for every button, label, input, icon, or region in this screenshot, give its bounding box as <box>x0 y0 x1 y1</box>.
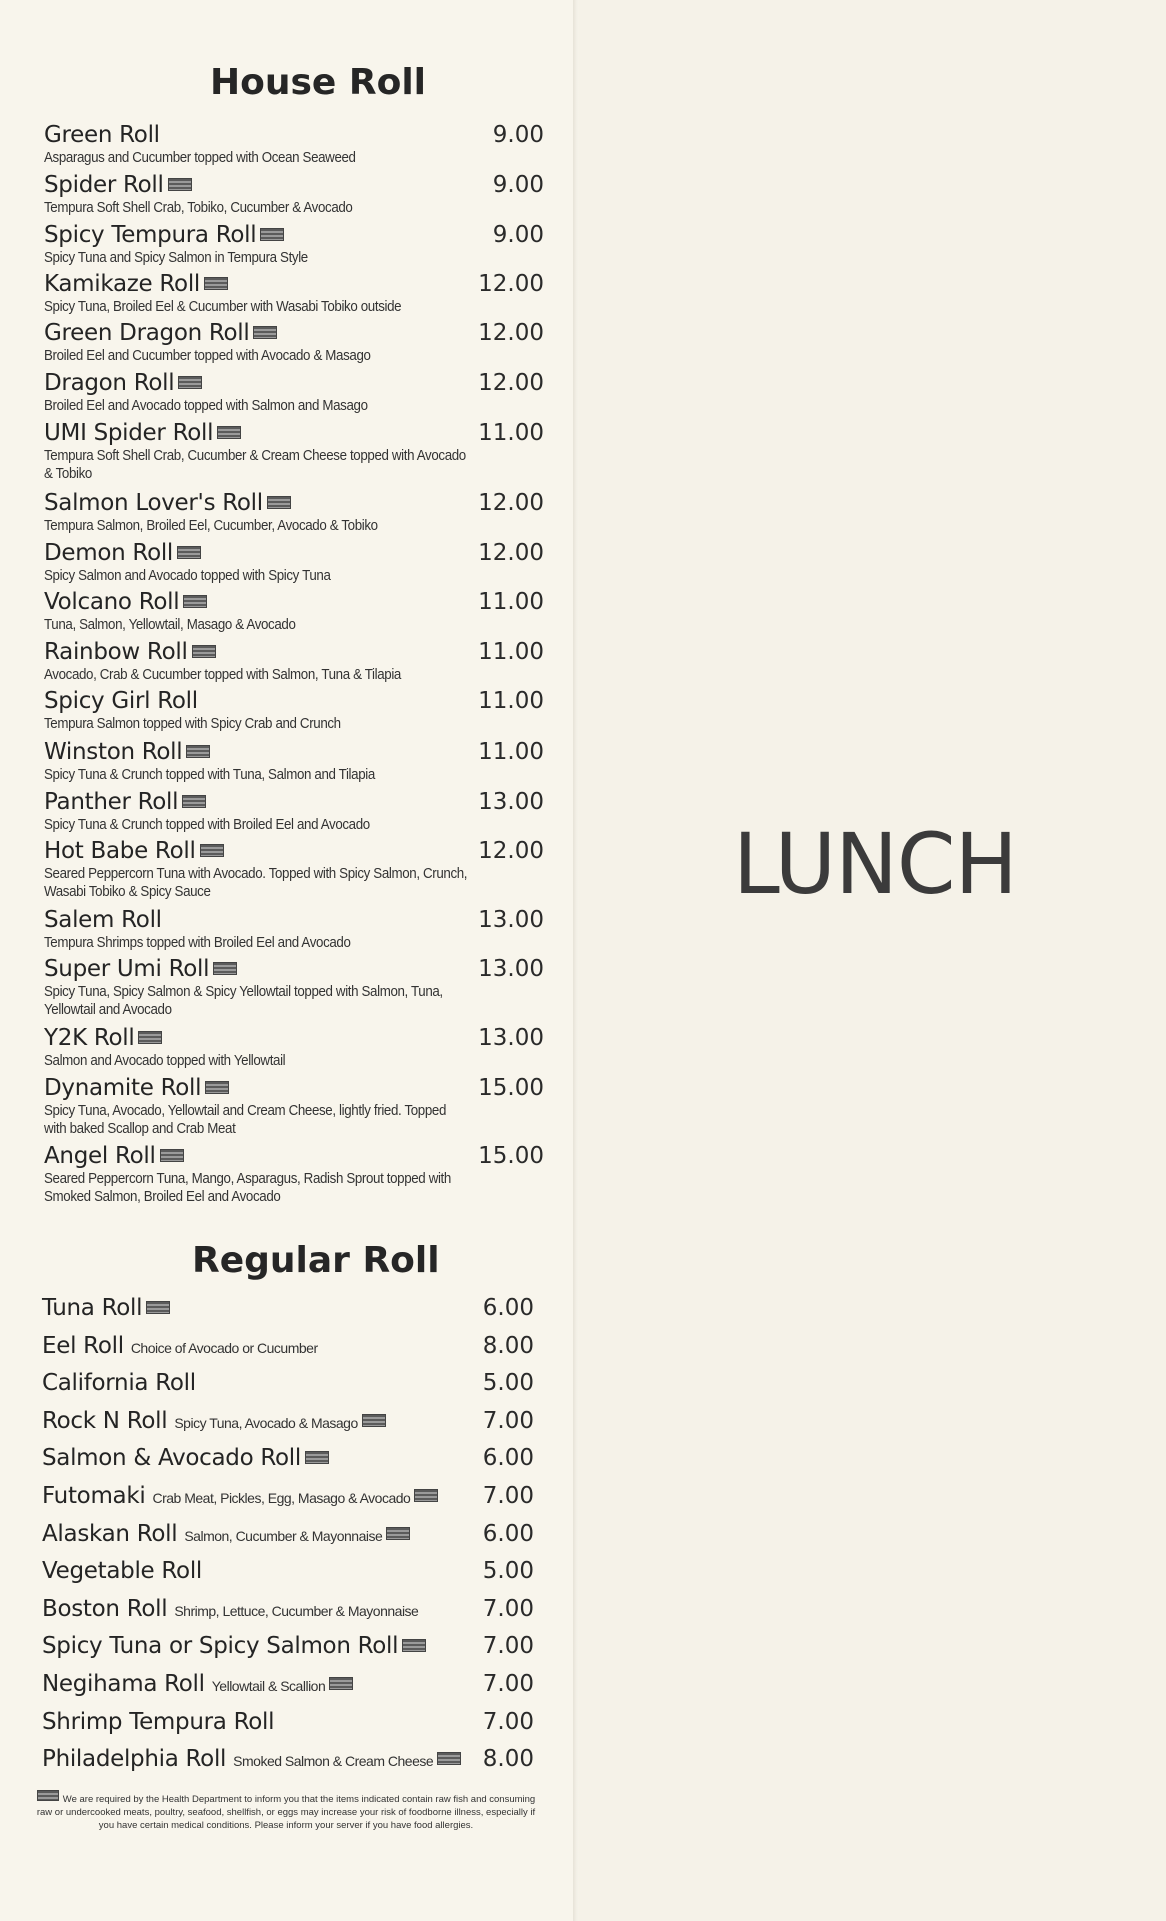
roll-price: 12.00 <box>478 370 544 396</box>
roll-price: 9.00 <box>492 172 544 198</box>
roll-price: 15.00 <box>478 1075 544 1101</box>
raw-fish-flag-icon <box>402 1639 426 1652</box>
raw-fish-flag-icon <box>160 1149 184 1162</box>
roll-price: 9.00 <box>492 122 544 148</box>
regular-roll-title: Regular Roll <box>192 1240 440 1281</box>
roll-description: Choice of Avocado or Cucumber <box>130 1339 318 1356</box>
roll-price: 6.00 <box>482 1520 534 1547</box>
roll-name: Vegetable Roll <box>42 1558 203 1585</box>
house-roll-item <box>44 688 544 733</box>
raw-fish-flag-icon <box>138 1031 162 1044</box>
roll-description: Tempura Salmon topped with Spicy Crab and Crunch <box>44 716 341 732</box>
roll-price: 13.00 <box>478 956 544 982</box>
raw-fish-flag-icon <box>437 1752 461 1765</box>
roll-name: Futomaki <box>42 1482 146 1509</box>
raw-fish-flag-icon <box>192 645 216 658</box>
roll-price: 6.00 <box>482 1295 534 1321</box>
house-roll-item <box>44 172 544 217</box>
roll-price: 7.00 <box>482 1670 534 1697</box>
roll-description: Spicy Tuna, Avocado, Yellowtail and Cream Cheese, lightly fried. Topped with baked Scallop and Crab Meat <box>44 1103 447 1137</box>
roll-name: Shrimp Tempura Roll <box>42 1708 275 1735</box>
roll-description: Tempura Soft Shell Crab, Cucumber & Cream Cheese topped with Avocado & Tobiko <box>44 448 466 482</box>
raw-fish-flag-icon <box>329 1677 353 1690</box>
roll-price: 12.00 <box>478 490 544 516</box>
roll-name: Tuna Roll <box>42 1295 143 1321</box>
lunch-title: LUNCH <box>733 815 1017 913</box>
house-roll-item <box>44 907 544 952</box>
roll-name: Boston Roll <box>42 1595 168 1622</box>
roll-price: 7.00 <box>482 1633 534 1660</box>
roll-price: 8.00 <box>482 1332 534 1359</box>
house-roll-title: House Roll <box>210 62 426 103</box>
house-roll-item <box>44 1075 544 1138</box>
left-panel <box>0 0 575 1921</box>
roll-name: Philadelphia Roll <box>42 1746 227 1773</box>
roll-name: Volcano Roll <box>44 589 180 615</box>
house-roll-item <box>44 271 544 316</box>
roll-description: Spicy Tuna & Crunch topped with Tuna, Salmon and Tilapia <box>44 767 375 783</box>
roll-price: 13.00 <box>478 1025 544 1051</box>
roll-price: 12.00 <box>478 271 544 297</box>
raw-fish-flag-icon <box>260 228 284 241</box>
regular-roll-item <box>42 1406 534 1444</box>
roll-name: Demon Roll <box>44 540 174 566</box>
roll-name: Salmon Lover's Roll <box>44 490 263 516</box>
regular-roll-item <box>42 1519 534 1557</box>
roll-name: Panther Roll <box>44 789 179 815</box>
regular-roll-item <box>42 1443 534 1481</box>
roll-description: Crab Meat, Pickles, Egg, Masago & Avocado <box>152 1489 411 1506</box>
house-roll-item <box>44 222 544 267</box>
roll-description: Broiled Eel and Cucumber topped with Avocado & Masago <box>44 348 371 364</box>
roll-price: 9.00 <box>492 222 544 248</box>
raw-fish-flag-icon <box>168 178 192 191</box>
regular-roll-item <box>42 1594 534 1632</box>
right-panel <box>579 0 1166 1921</box>
raw-fish-flag-icon <box>186 745 210 758</box>
roll-name: Spicy Girl Roll <box>44 688 198 714</box>
roll-price: 15.00 <box>478 1143 544 1169</box>
raw-fish-flag-icon <box>305 1451 329 1464</box>
health-disclaimer <box>36 1790 536 1832</box>
raw-fish-flag-icon <box>146 1301 170 1314</box>
roll-price: 13.00 <box>478 789 544 815</box>
house-roll-item <box>44 540 544 585</box>
roll-description: Tempura Soft Shell Crab, Tobiko, Cucumber & Avocado <box>44 200 353 216</box>
roll-description: Spicy Tuna & Crunch topped with Broiled Eel and Avocado <box>44 817 370 833</box>
raw-fish-flag-icon <box>362 1414 386 1427</box>
roll-name: Negihama Roll <box>42 1670 205 1697</box>
regular-roll-item <box>42 1481 534 1519</box>
roll-price: 7.00 <box>482 1482 534 1509</box>
roll-price: 8.00 <box>482 1746 534 1773</box>
roll-description: Tempura Salmon, Broiled Eel, Cucumber, Avocado & Tobiko <box>44 518 378 534</box>
roll-description: Spicy Tuna, Broiled Eel & Cucumber with Wasabi Tobiko outside <box>44 299 402 315</box>
roll-price: 12.00 <box>478 838 544 864</box>
house-roll-item <box>44 956 544 1019</box>
roll-price: 7.00 <box>482 1407 534 1434</box>
roll-description: Salmon and Avocado topped with Yellowtail <box>44 1053 286 1069</box>
roll-name: Rainbow Roll <box>44 639 188 665</box>
regular-roll-item <box>42 1293 534 1331</box>
house-roll-item <box>44 320 544 365</box>
raw-fish-flag-icon <box>267 496 291 509</box>
house-roll-item <box>44 490 544 535</box>
roll-description: Tuna, Salmon, Yellowtail, Masago & Avocado <box>44 617 296 633</box>
regular-roll-item <box>42 1368 534 1406</box>
roll-description: Seared Peppercorn Tuna, Mango, Asparagus, Radish Sprout topped with Smoked Salmon, Broiled Eel and Avocado <box>44 1171 451 1205</box>
house-roll-item <box>44 420 544 483</box>
raw-fish-flag-icon <box>182 795 206 808</box>
roll-price: 7.00 <box>482 1708 534 1735</box>
roll-name: Alaskan Roll <box>42 1520 178 1547</box>
regular-roll-list <box>42 1293 534 1782</box>
roll-description: Smoked Salmon & Cream Cheese <box>233 1753 434 1770</box>
roll-name: Spider Roll <box>44 172 164 198</box>
regular-roll-item <box>42 1631 534 1669</box>
roll-description: Tempura Shrimps topped with Broiled Eel and Avocado <box>44 935 351 951</box>
roll-price: 11.00 <box>478 420 544 446</box>
roll-name: Salem Roll <box>44 907 162 933</box>
roll-name: Green Roll <box>44 122 160 148</box>
roll-name: Dynamite Roll <box>44 1075 202 1101</box>
roll-description: Spicy Tuna, Avocado & Masago <box>174 1414 358 1431</box>
roll-price: 11.00 <box>478 639 544 665</box>
roll-description: Seared Peppercorn Tuna with Avocado. Topped with Spicy Salmon, Crunch, Wasabi Tobiko & Spicy Sauce <box>44 866 468 900</box>
raw-fish-flag-icon <box>213 962 237 975</box>
raw-fish-flag-icon <box>386 1527 410 1540</box>
roll-price: 11.00 <box>478 589 544 615</box>
raw-fish-flag-icon <box>217 426 241 439</box>
roll-name: Salmon & Avocado Roll <box>42 1445 301 1472</box>
regular-roll-item <box>42 1707 534 1745</box>
roll-name: Dragon Roll <box>44 370 175 396</box>
roll-name: Spicy Tempura Roll <box>44 222 257 248</box>
house-roll-item <box>44 739 544 784</box>
roll-price: 5.00 <box>482 1370 534 1397</box>
regular-roll-item <box>42 1669 534 1707</box>
house-roll-item <box>44 370 544 415</box>
house-roll-item <box>44 1143 544 1206</box>
house-roll-item <box>44 122 544 167</box>
roll-price: 11.00 <box>478 688 544 714</box>
raw-fish-flag-icon <box>200 844 224 857</box>
roll-description: Broiled Eel and Avocado topped with Salmon and Masago <box>44 398 368 414</box>
disclaimer-text: We are required by the Health Department to inform you that the items indicated contain raw fish and consuming raw or undercooked meats, poultry, seafood, shellfish, or eggs may increase your risk of foodborne illness, especially if you have certain medical conditions. Please inform your server if you have food allergies. <box>36 1794 536 1831</box>
roll-price: 13.00 <box>478 907 544 933</box>
roll-name: Angel Roll <box>44 1143 156 1169</box>
house-roll-item <box>44 789 544 834</box>
raw-fish-flag-icon <box>177 546 201 559</box>
house-roll-item <box>44 1025 544 1070</box>
house-roll-item <box>44 639 544 684</box>
roll-name: Winston Roll <box>44 739 183 765</box>
roll-description: Yellowtail & Scallion <box>211 1677 326 1694</box>
roll-description: Spicy Salmon and Avocado topped with Spicy Tuna <box>44 568 331 584</box>
raw-fish-flag-icon <box>205 1081 229 1094</box>
roll-name: California Roll <box>42 1370 196 1397</box>
roll-description: Asparagus and Cucumber topped with Ocean Seaweed <box>44 150 356 166</box>
roll-description: Avocado, Crab & Cucumber topped with Salmon, Tuna & Tilapia <box>44 667 401 683</box>
roll-price: 12.00 <box>478 320 544 346</box>
roll-description: Shrimp, Lettuce, Cucumber & Mayonnaise <box>174 1602 419 1619</box>
raw-fish-flag-icon <box>178 376 202 389</box>
raw-fish-flag-icon <box>204 277 228 290</box>
roll-price: 12.00 <box>478 540 544 566</box>
raw-fish-flag-icon <box>414 1489 438 1502</box>
roll-name: Spicy Tuna or Spicy Salmon Roll <box>42 1633 399 1660</box>
regular-roll-item <box>42 1556 534 1594</box>
regular-roll-item <box>42 1331 534 1369</box>
roll-price: 6.00 <box>482 1445 534 1472</box>
house-roll-item <box>44 589 544 634</box>
roll-description: Salmon, Cucumber & Mayonnaise <box>184 1527 383 1544</box>
roll-price: 11.00 <box>478 739 544 765</box>
roll-name: Eel Roll <box>42 1332 124 1359</box>
roll-price: 5.00 <box>482 1558 534 1585</box>
roll-price: 7.00 <box>482 1595 534 1622</box>
raw-fish-flag-icon <box>37 1790 59 1801</box>
regular-roll-item <box>42 1744 534 1782</box>
roll-name: Super Umi Roll <box>44 956 210 982</box>
roll-name: Hot Babe Roll <box>44 838 196 864</box>
raw-fish-flag-icon <box>253 326 277 339</box>
roll-name: Kamikaze Roll <box>44 271 201 297</box>
roll-description: Spicy Tuna, Spicy Salmon & Spicy Yellowtail topped with Salmon, Tuna, Yellowtail and Avocado <box>44 984 443 1018</box>
roll-name: Green Dragon Roll <box>44 320 250 346</box>
roll-description: Spicy Tuna and Spicy Salmon in Tempura Style <box>44 250 308 266</box>
roll-name: Rock N Roll <box>42 1407 168 1434</box>
house-roll-item <box>44 838 544 901</box>
roll-name: UMI Spider Roll <box>44 420 214 446</box>
roll-name: Y2K Roll <box>44 1025 135 1051</box>
raw-fish-flag-icon <box>183 595 207 608</box>
